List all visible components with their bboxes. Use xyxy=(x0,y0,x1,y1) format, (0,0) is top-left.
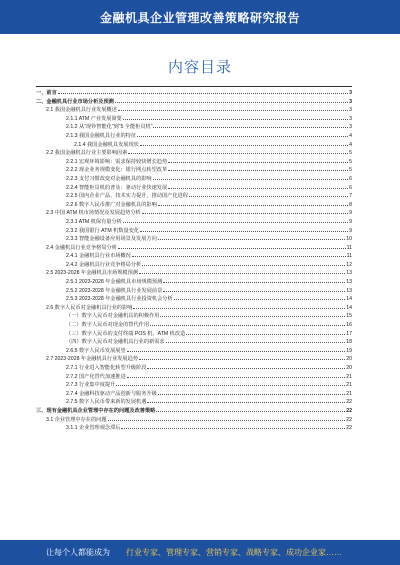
toc-entry-page: 13 xyxy=(346,279,352,286)
toc-entry-page: 3 xyxy=(349,115,352,122)
toc-entry[interactable] xyxy=(36,141,352,150)
toc-top-rule xyxy=(36,86,352,87)
toc-leader-dots xyxy=(189,196,348,197)
toc-leader-dots xyxy=(166,342,346,343)
toc-leader-dots xyxy=(158,239,345,240)
toc-leader-dots xyxy=(168,162,348,163)
toc-entry-page: 3 xyxy=(349,107,352,114)
toc-entry[interactable] xyxy=(36,132,352,141)
toc-entry-page: 9 xyxy=(349,218,352,225)
toc-entry-label: 3.1 企业管理中存在的问题 xyxy=(46,416,107,423)
toc-entry-page: 7 xyxy=(349,193,352,200)
toc-entry[interactable] xyxy=(36,407,352,416)
toc-entry-label: 2.2.5 国内企业产品、技术实力提升，推动国产化进程 xyxy=(66,193,188,200)
toc-entry[interactable] xyxy=(36,304,352,313)
toc-leader-dots xyxy=(153,127,348,128)
toc-entry-page: 19 xyxy=(346,347,352,354)
table-of-contents xyxy=(36,86,352,433)
toc-leader-dots xyxy=(156,411,345,412)
toc-leader-dots xyxy=(158,205,348,206)
toc-entry[interactable] xyxy=(36,355,352,364)
toc-entry[interactable] xyxy=(36,347,352,356)
toc-leader-dots xyxy=(168,170,348,171)
toc-entry-label: 2.1.3 我国金融机具行业的特征 xyxy=(66,132,137,139)
toc-entry-label: 2.6.5 数字人民币发展展望 xyxy=(66,347,126,354)
toc-entry-page: 14 xyxy=(346,296,352,303)
header-bar xyxy=(0,0,400,34)
toc-entry-page: 13 xyxy=(346,287,352,294)
toc-entry[interactable] xyxy=(36,106,352,115)
toc-entry-label: （二）数字人民币对现金的替代作用 xyxy=(66,322,150,329)
toc-entry-label: 2.1.4 我国金融机具发展现状 xyxy=(74,141,139,148)
toc-entry-page: 3 xyxy=(349,90,352,96)
toc-leader-dots xyxy=(58,93,348,94)
toc-leader-dots xyxy=(137,136,348,137)
toc-entry-page: 15 xyxy=(346,313,352,320)
toc-entry[interactable] xyxy=(36,115,352,124)
toc-entry[interactable] xyxy=(36,175,352,184)
toc-leader-dots xyxy=(127,351,346,352)
toc-leader-dots xyxy=(147,368,345,369)
toc-entry-label: 2.6 数字人民币对金融机具行业的影响 xyxy=(46,304,133,311)
toc-entry[interactable] xyxy=(36,192,352,201)
toc-entry[interactable] xyxy=(36,287,352,296)
toc-leader-dots xyxy=(153,179,349,180)
toc-leader-dots xyxy=(140,145,348,146)
toc-entry-label: 2.7.3 行业集中度提升 xyxy=(66,382,116,389)
toc-entry-label: 2.4.1 金融机具行业市场概况 xyxy=(66,253,131,260)
toc-leader-dots xyxy=(147,402,345,403)
toc-entry[interactable] xyxy=(36,364,352,373)
toc-entry-page: 6 xyxy=(349,175,352,182)
toc-entry[interactable] xyxy=(36,123,352,132)
footer-bar xyxy=(0,540,400,565)
toc-leader-dots xyxy=(128,153,348,154)
toc-entry[interactable] xyxy=(36,98,352,107)
toc-entry-page: 18 xyxy=(346,339,352,346)
toc-leader-dots xyxy=(116,385,345,386)
toc-entry-page: 17 xyxy=(346,330,352,337)
toc-entry-page: 21 xyxy=(346,390,352,397)
toc-leader-dots xyxy=(115,102,348,103)
toc-entry[interactable] xyxy=(36,312,352,321)
toc-entry-label: 2.5.2 2023-2028 年金融机具行业发展前景 xyxy=(66,287,163,294)
toc-entry-label: 2.2.1 宏观环境影响：需求保持较快增长趋势 xyxy=(66,158,168,165)
toc-entry-page: 3 xyxy=(349,124,352,131)
toc-entry-page: 22 xyxy=(346,407,352,414)
toc-leader-dots xyxy=(118,110,348,111)
report-title: 金融机具企业管理改善策略研究报告 xyxy=(99,11,300,25)
toc-entry[interactable] xyxy=(36,424,352,433)
footer-slogan-right: 行业专家、管理专家、营销专家、战略专家、成功企业家…… xyxy=(126,548,342,557)
toc-entry-label: 2.1.2 从“现钞智能化”到“5 全能柜员机” xyxy=(66,124,153,131)
toc-entry-label: 2.7 2023-2028 年金融机具行业发展趋势 xyxy=(46,356,138,363)
toc-entry-label: 3.1.1 企业管理观念滞后 xyxy=(66,425,121,432)
toc-entry-label: 2.2.6 数字人民币推广对金融机具的影响 xyxy=(66,201,157,208)
toc-entry-page: 22 xyxy=(346,399,352,406)
toc-entry-label: 2.7.4 金融科技驱动产品创新与服务升级 xyxy=(66,390,157,397)
toc-entry-page: 9 xyxy=(349,210,352,217)
toc-entry-label: 2.4.2 金融机具行业竞争格局分析 xyxy=(66,261,142,268)
toc-leader-dots xyxy=(139,359,345,360)
toc-entry-label: （一）数字人民币对金融机具的积极作用 xyxy=(66,313,160,320)
toc-entry[interactable] xyxy=(36,252,352,261)
toc-entry-page: 10 xyxy=(346,236,352,243)
toc-entry-label: （三）数字人民币的支付终端 POS 机、ATM 机改造 xyxy=(66,330,186,337)
toc-entry[interactable] xyxy=(36,381,352,390)
toc-entry-page: 22 xyxy=(346,416,352,423)
toc-entry-page: 5 xyxy=(349,158,352,165)
toc-entry[interactable] xyxy=(36,416,352,425)
toc-leader-dots xyxy=(174,299,346,300)
toc-leader-dots xyxy=(121,428,345,429)
toc-leader-dots xyxy=(142,213,348,214)
toc-entry[interactable] xyxy=(36,278,352,287)
toc-entry-page: 12 xyxy=(346,261,352,268)
toc-entry[interactable] xyxy=(36,261,352,270)
toc-leader-dots xyxy=(123,119,348,120)
toc-entry[interactable] xyxy=(36,227,352,236)
toc-entry-label: 2.2 我国金融机具行业主要影响因素 xyxy=(46,150,128,157)
toc-entry-page: 21 xyxy=(346,382,352,389)
toc-leader-dots xyxy=(139,273,345,274)
toc-list xyxy=(36,89,352,433)
toc-entry[interactable] xyxy=(36,338,352,347)
toc-entry[interactable] xyxy=(36,295,352,304)
toc-entry-page: 4 xyxy=(349,132,352,139)
toc-leader-dots xyxy=(118,248,346,249)
toc-entry-page: 5 xyxy=(349,150,352,157)
toc-leader-dots xyxy=(160,316,345,317)
toc-leader-dots xyxy=(163,291,345,292)
toc-entry-page: 4 xyxy=(349,141,352,148)
toc-entry[interactable] xyxy=(36,373,352,382)
toc-entry-page: 5 xyxy=(349,167,352,174)
toc-entry-label: 2.5 2023-2028 年金融机具市场规模预测 xyxy=(46,270,138,277)
toc-entry[interactable] xyxy=(36,330,352,339)
toc-entry-page: 21 xyxy=(346,373,352,380)
toc-leader-dots xyxy=(123,222,348,223)
toc-leader-dots xyxy=(132,256,346,257)
toc-entry-label: 2.5.3 2023-2028 年金融机具行业投资机会分析 xyxy=(66,296,173,303)
toc-entry-label: 2.2.3 支付习惯改变对金融机具的影响 xyxy=(66,175,152,182)
toc-leader-dots xyxy=(186,334,345,335)
toc-entry[interactable] xyxy=(36,398,352,407)
toc-entry-label: 三、现有金融机具企业管理中存在的问题及改善策略 xyxy=(36,407,156,414)
toc-leader-dots xyxy=(142,265,345,266)
toc-entry-label: 2.4 金融机具行业竞争格局分析 xyxy=(46,244,117,251)
toc-entry-label: 2.1 我国金融机具行业发展概述 xyxy=(46,107,117,114)
toc-entry[interactable] xyxy=(36,166,352,175)
toc-entry-page: 11 xyxy=(346,253,352,260)
toc-entry[interactable] xyxy=(36,201,352,210)
toc-leader-dots xyxy=(127,377,346,378)
toc-entry[interactable] xyxy=(36,158,352,167)
toc-entry[interactable] xyxy=(36,269,352,278)
toc-leader-dots xyxy=(133,308,345,309)
toc-entry-label: 2.3.3 智能金融设备应用场景及发展方向 xyxy=(66,236,157,243)
toc-entry-page: 11 xyxy=(346,244,352,251)
toc-entry-label: 2.3 中国 ATM 机市场情况及发展趋势分析 xyxy=(46,210,141,217)
toc-leader-dots xyxy=(150,325,345,326)
toc-leader-dots xyxy=(140,231,348,232)
toc-entry-label: 2.7.1 行业进入智能化转型升级阶段 xyxy=(66,365,147,371)
toc-entry-label: 2.3.1 ATM 机保有量分析 xyxy=(66,218,122,225)
toc-entry-label: 2.7.5 数字人民币带来新的发展机遇 xyxy=(66,399,147,406)
toc-entry-label: 2.5.1 2023-2028 年金融机具市场规模预测 xyxy=(66,279,163,286)
toc-entry-label: 2.3.2 我国银行 ATM 机数量变化 xyxy=(66,227,140,234)
toc-entry-page: 9 xyxy=(349,227,352,234)
toc-entry-page: 8 xyxy=(349,201,352,208)
toc-heading: 内容目录 xyxy=(167,59,232,76)
toc-entry-page: 20 xyxy=(346,356,352,363)
toc-leader-dots xyxy=(108,420,346,421)
toc-leader-dots xyxy=(163,282,345,283)
toc-entry-page: 14 xyxy=(346,304,352,311)
toc-entry-label: 一、前言 xyxy=(36,90,57,96)
toc-entry-page: 13 xyxy=(346,270,352,277)
toc-entry-label: 2.2.4 智能柜员机的普及：驱动行业快速发展 xyxy=(66,184,168,191)
toc-entry[interactable] xyxy=(36,390,352,399)
toc-entry[interactable] xyxy=(36,89,352,98)
toc-entry[interactable] xyxy=(36,244,352,253)
toc-entry[interactable] xyxy=(36,235,352,244)
toc-entry-page: 3 xyxy=(349,98,352,105)
footer-slogan-left: 让每个人都能成为 xyxy=(46,548,110,557)
toc-entry-label: 2.1.1 ATM 产业发展简要 xyxy=(66,115,122,122)
toc-entry-label: 2.7.2 国产化替代加速推进 xyxy=(66,373,126,380)
toc-entry-page: 6 xyxy=(349,184,352,191)
toc-entry-label: 二、金融机具行业市场分析及预测 xyxy=(36,98,114,105)
toc-entry-label: （四）数字人民币对金融机具行业的新需求 xyxy=(66,339,165,346)
toc-entry[interactable] xyxy=(36,209,352,218)
toc-entry[interactable] xyxy=(36,321,352,330)
toc-entry-page: 20 xyxy=(346,365,352,371)
toc-leader-dots xyxy=(158,394,345,395)
toc-entry-label: 2.2.2 现金业务规模变化：银行网点转型改革 xyxy=(66,167,168,174)
toc-entry[interactable] xyxy=(36,149,352,158)
toc-entry-page: 16 xyxy=(346,322,352,329)
toc-entry[interactable] xyxy=(36,184,352,193)
toc-entry[interactable] xyxy=(36,218,352,227)
toc-entry-page: 22 xyxy=(346,425,352,432)
toc-leader-dots xyxy=(168,188,348,189)
